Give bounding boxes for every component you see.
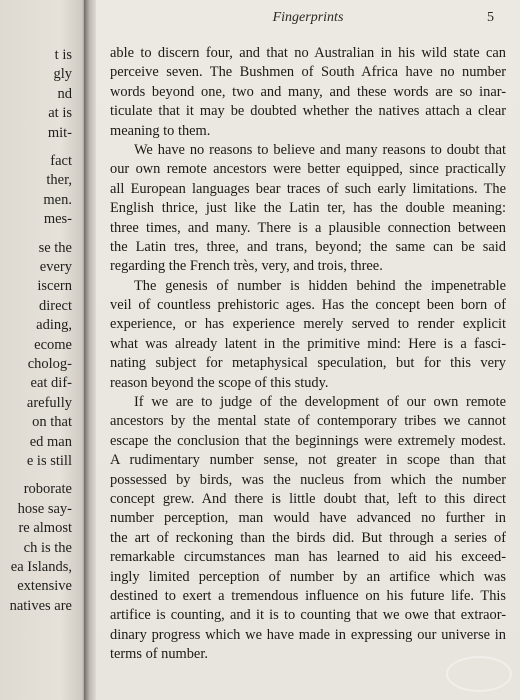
text-line: remarkable circumstances man has learned to aid his exceed- <box>110 549 506 566</box>
body-text <box>110 44 506 665</box>
left-page-fragment: arefully <box>26 394 72 411</box>
left-page-fragment: at is <box>48 105 72 122</box>
text-line: three times, and many. There is a plausible connection between <box>110 219 506 236</box>
left-page-fragment: every <box>39 259 72 275</box>
text-line: meaning to them. <box>110 122 211 139</box>
left-page-fragment: fact <box>50 153 72 169</box>
left-page-fragment: ading, <box>36 317 72 334</box>
text-line: If we are to judge of the development of our own remote <box>134 394 506 411</box>
left-page-fragment: re almost <box>18 520 72 537</box>
left-page-fragment: mes- <box>43 211 72 228</box>
text-line: artifice is counting, and it is to counting that we owe that extraor- <box>110 607 506 624</box>
left-page-fragment: iscern <box>37 278 72 295</box>
text-line: ingly limited perception of number by an artifice which was <box>110 568 506 585</box>
text-line: reason beyond the scope of this study. <box>110 374 329 391</box>
text-line: English thrice, just like the Latin ter, has the double meaning: <box>110 200 506 217</box>
left-page-fragment: ch is the <box>23 539 72 556</box>
left-page-fragment: extensive <box>17 578 72 595</box>
left-page-fragment: eat dif- <box>30 375 72 392</box>
left-page-fragment: ea Islands, <box>10 559 72 575</box>
left-page-fragment: hose say- <box>17 500 72 517</box>
left-page-fragment: direct <box>38 297 72 314</box>
text-line: terms of number. <box>110 646 208 663</box>
text-line: We have no reasons to believe and many reasons to doubt that <box>134 141 506 158</box>
text-line: possessed by birds, was the nucleus from which the number <box>110 471 506 488</box>
left-page-fragment: se the <box>38 239 72 256</box>
text-line: number perception, man would have advanced no further in <box>110 510 506 527</box>
text-line: destined to exert a tremendous influence on his future life. This <box>110 587 506 604</box>
right-page <box>96 0 520 700</box>
left-page-fragment: mit- <box>47 124 72 141</box>
left-page-fragment: ecome <box>34 336 72 353</box>
left-page-fragment: ed man <box>29 433 72 450</box>
left-page-fragment: roborate <box>23 481 72 498</box>
text-line: our own remote ancestors were better equipped, since practically <box>110 161 506 178</box>
text-line: concept grew. And there is little doubt that, left to this direct <box>110 490 506 507</box>
left-page-fragment: natives are <box>9 597 72 614</box>
text-line: perceive seven. The Bushmen of South Africa have no number <box>110 64 506 81</box>
text-line: the Latin tres, three, and trans, beyond; the same can be said <box>110 238 506 255</box>
text-line: A rudimentary number sense, not greater in scope than that <box>110 452 506 469</box>
running-head <box>96 10 520 30</box>
watermark-stamp <box>446 656 512 692</box>
left-page-fragment: t is <box>54 47 72 63</box>
left-page-fragment: cholog- <box>27 356 72 372</box>
text-line: nating subject for metaphysical speculation, but for this very <box>110 355 506 372</box>
left-page-fragment: on that <box>32 414 72 431</box>
left-page-fragment: gly <box>53 66 72 83</box>
text-line: words beyond one, two and many, and these words are so inar- <box>110 83 506 100</box>
text-line: veil of countless prehistoric ages. Has the concept been born of <box>110 297 506 314</box>
text-line: dinary progress which we have made in expressing our universe in <box>110 626 506 643</box>
text-line: what was already latent in the primitive mind: Here is a fasci- <box>110 335 506 352</box>
left-page-edge <box>0 0 86 700</box>
text-line: able to discern four, and that no Australian in his wild state can <box>110 45 506 61</box>
left-page-fragment: nd <box>57 85 72 102</box>
left-page-fragment: e is still <box>26 453 72 469</box>
text-line: The genesis of number is hidden behind the impenetrable <box>134 277 506 294</box>
text-line: ticulate that it may be doubted whether the natives attach a clear <box>110 103 506 120</box>
running-title: Fingerprints <box>272 10 344 25</box>
left-page-fragment: ther, <box>46 172 72 189</box>
text-line: ancestors by the mental state of contemporary tribes we cannot <box>110 413 506 430</box>
page-number: 5 <box>487 10 494 25</box>
text-line: experience, or has experience merely served to render explicit <box>110 316 506 333</box>
left-page-fragment: men. <box>43 191 72 208</box>
text-line: the art of reckoning than the birds did. But through a series of <box>110 529 506 546</box>
text-line: escape the conclusion that the beginnings were extremely modest. <box>110 432 506 449</box>
text-line: regarding the French très, very, and trois, three. <box>110 258 383 275</box>
text-line: all European languages bear traces of such early limitations. The <box>110 180 506 197</box>
